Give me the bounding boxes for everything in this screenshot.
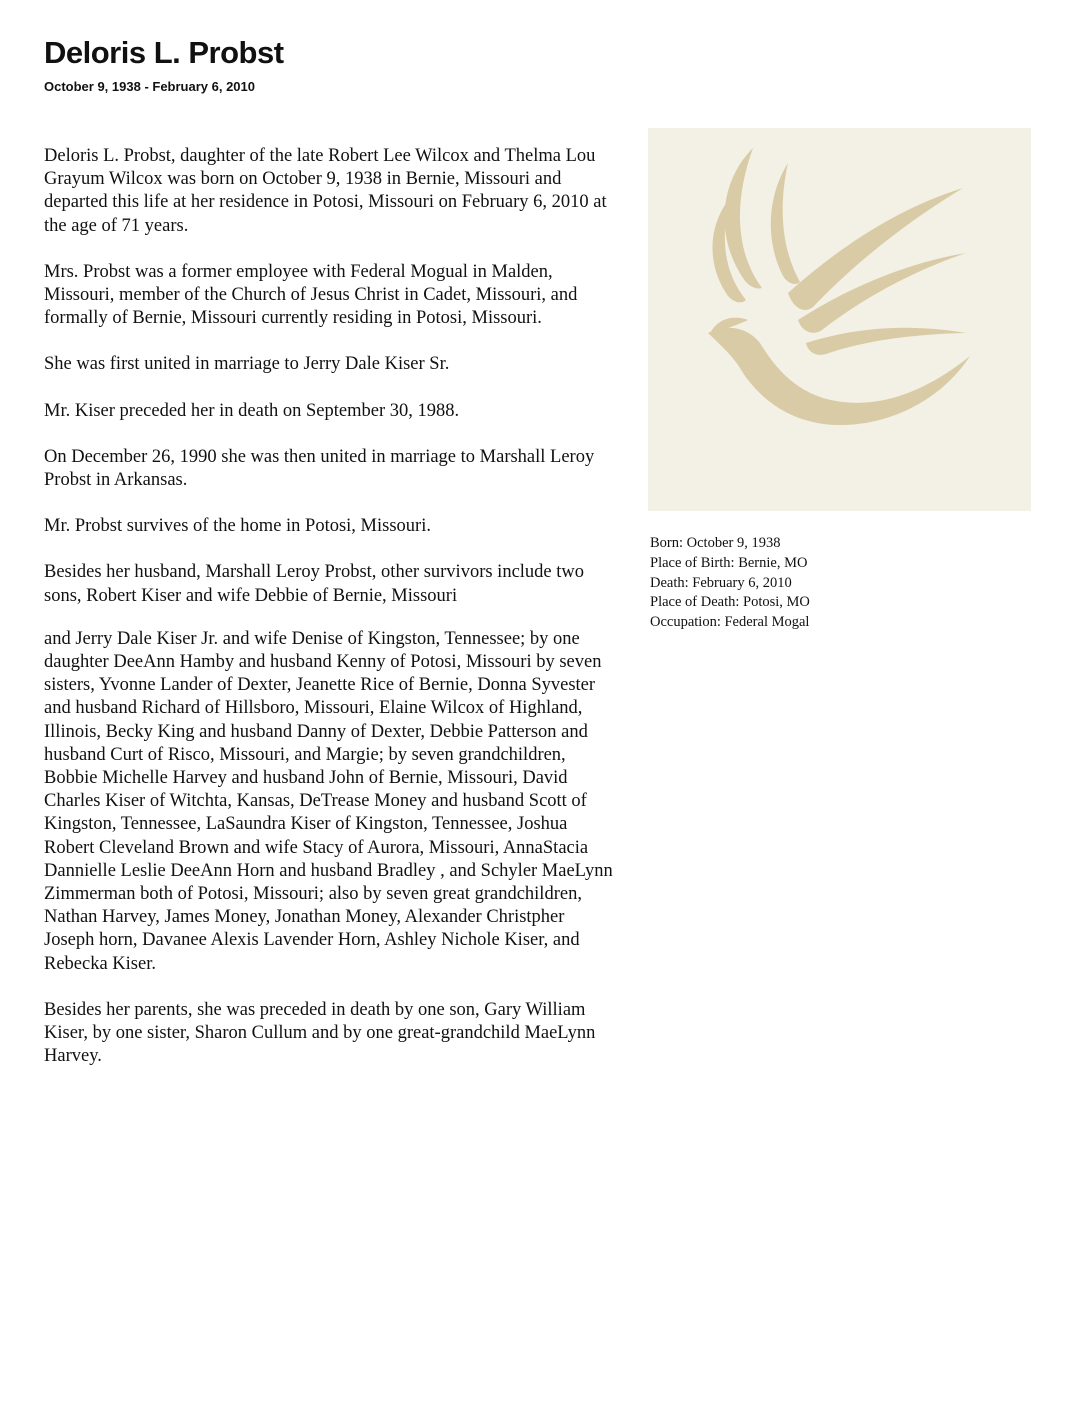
fact-occupation: Occupation: Federal Mogal xyxy=(650,614,810,631)
paragraph-first-husband-death: Mr. Kiser preceded her in death on September 30, 1988. xyxy=(44,400,460,421)
paragraph-preceded-in-death: Besides her parents, she was preceded in death by one son, Gary William Kiser, by one sister, Sharon Cullum and by one great-grandchild MaeLynn Harvey. xyxy=(44,999,596,1067)
fact-born: Born: October 9, 1938 xyxy=(650,535,781,551)
paragraph-employment: Mrs. Probst was a former employee with Federal Mogual in Malden, Missouri, member of the Church of Jesus Christ in Cadet, Missouri, and formally of Bernie, Missouri currently residing in Potosi, Missouri. xyxy=(44,261,578,329)
paragraph-birth: Deloris L. Probst, daughter of the late Robert Lee Wilcox and Thelma Lou Grayum Wilcox was born on October 9, 1938 in Bernie, Missouri and departed this life at her residence in Potosi, Missouri on February 6, 2010 at the age of 71 years. xyxy=(44,146,607,236)
paragraph-husband-survives: Mr. Probst survives of the home in Potosi, Missouri. xyxy=(44,516,431,537)
vital-facts xyxy=(650,534,1030,633)
paragraph-second-marriage: On December 26, 1990 she was then united in marriage to Marshall Leroy Probst in Arkansas. xyxy=(44,446,595,491)
fact-death: Death: February 6, 2010 xyxy=(650,574,792,591)
obituary-body xyxy=(44,145,614,1092)
fact-place-of-death: Place of Death: Potosi, MO xyxy=(650,594,810,611)
paragraph-first-marriage: She was first united in marriage to Jerry Dale Kiser Sr. xyxy=(44,354,450,375)
paragraph-survivors-list: and Jerry Dale Kiser Jr. and wife Denise of Kingston, Tennessee; by one daughter DeeAnn Hamby and husband Kenny of Potosi, Missouri by seven sisters, Yvonne Lander of Dexter, Jeanette Rice of Bernie, Donna Syvester and husband Richard of Hillsboro, Missouri, Elaine Wilcox of Highland, Illinois, Becky King and husband Danny of Dexter, Debbie Patterson and husband Curt of Risco, Missouri, and Margie; by seven grandchildren, Bobbie Michelle Harvey and husband John of Bernie, Missouri, David Charles Kiser of Witchta, Kansas, DeTrease Money and husband Scott of Kingston, Tennessee, LaSaundra Kiser of Kingston, Tennessee, Joshua Robert Cleveland Brown and wife Stacy of Aurora, Missouri, AnnaStacia Dannielle Leslie DeeAnn Horn and husband Bradley , and Schyler MaeLynn Zimmerman both of Potosi, Missouri; also by seven great grandchildren, Nathan Harvey, James Money, Jonathan Money, Alexander Christpher Joseph horn, Davanee Alexis Lavender Horn, Ashley Nichole Kiser, and Rebecka Kiser. xyxy=(44,628,613,974)
dove-icon xyxy=(648,128,1031,511)
life-dates: October 9, 1938 - February 6, 2010 xyxy=(44,79,255,94)
fact-place-of-birth: Place of Birth: Bernie, MO xyxy=(650,554,808,571)
memorial-image xyxy=(648,128,1031,511)
paragraph-survivors-intro: Besides her husband, Marshall Leroy Probst, other survivors include two sons, Robert Kiser and wife Debbie of Bernie, Missouri xyxy=(44,562,585,606)
page-title: Deloris L. Probst xyxy=(44,35,284,70)
